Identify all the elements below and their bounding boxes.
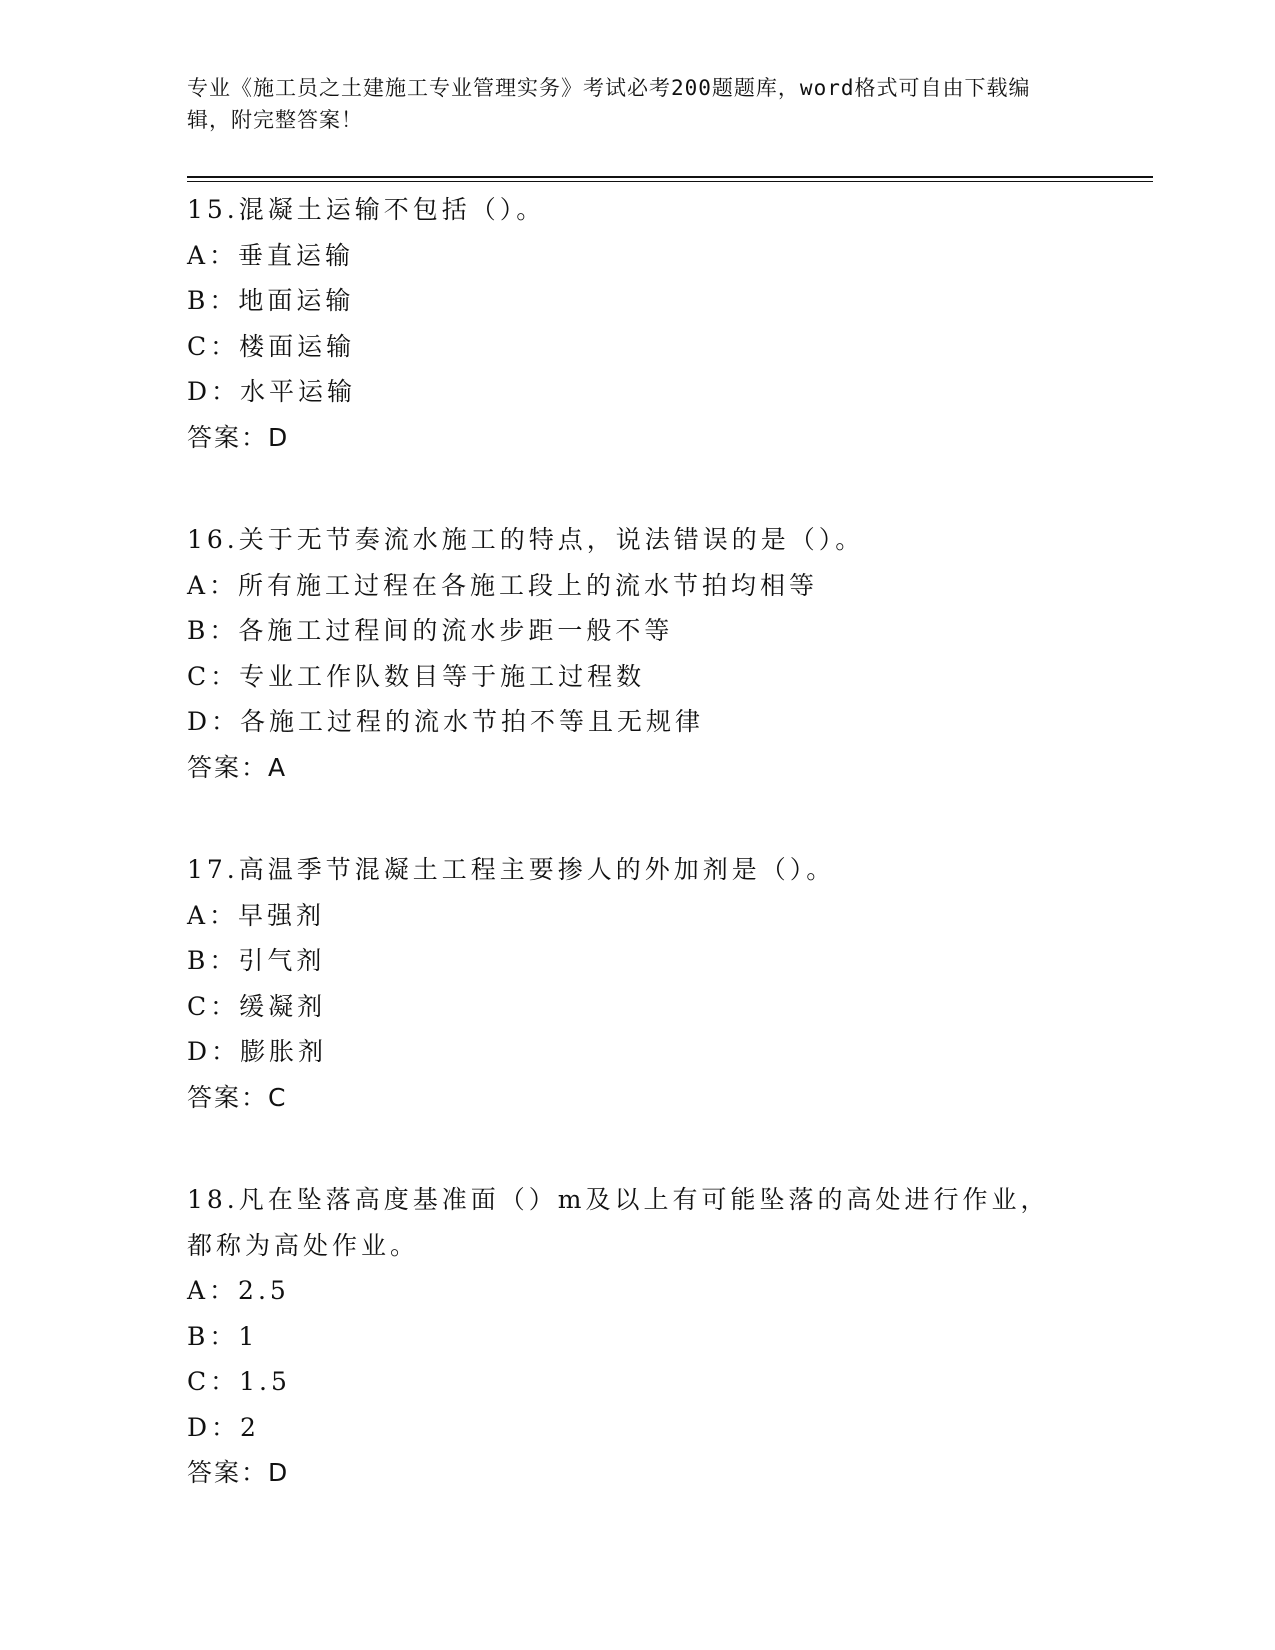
option-b: B：地面运输 xyxy=(187,286,355,315)
option-a: A：垂直运输 xyxy=(187,240,355,270)
option-c: C：专业工作队数目等于施工过程数 xyxy=(187,661,646,691)
option-a: A：2.5 xyxy=(187,1276,290,1305)
option-d: D：膨胀剂 xyxy=(187,1037,328,1066)
option-d: D：水平运输 xyxy=(187,377,357,406)
option-b: B：1 xyxy=(187,1321,259,1351)
option-c: C：楼面运输 xyxy=(187,331,356,361)
answer-line: 答案：D xyxy=(187,1458,290,1487)
option-b: B：各施工过程间的流水步距一般不等 xyxy=(187,616,674,645)
question-18 xyxy=(187,1177,1087,1496)
option-a: A：早强剂 xyxy=(187,900,326,930)
option-d: D：2 xyxy=(187,1412,260,1442)
option-b: B：引气剂 xyxy=(187,946,326,975)
question-stem: 16.关于无节奏流水施工的特点，说法错误的是（）。 xyxy=(187,525,865,554)
option-c: C：1.5 xyxy=(187,1367,291,1396)
question-16 xyxy=(187,517,1087,790)
question-stem: 18.凡在坠落高度基准面（）m及以上有可能坠落的高处进行作业，都称为高处作业。 xyxy=(187,1185,1050,1260)
question-stem: 17.高温季节混凝土工程主要掺人的外加剂是（）。 xyxy=(187,855,836,884)
question-15 xyxy=(187,187,1087,460)
header-divider-thick xyxy=(187,176,1153,178)
answer-line: 答案：A xyxy=(187,752,288,782)
option-d: D：各施工过程的流水节拍不等且无规律 xyxy=(187,707,705,736)
answer-line: 答案：C xyxy=(187,1082,288,1112)
option-c: C：缓凝剂 xyxy=(187,991,327,1021)
header-divider-thin xyxy=(187,181,1153,182)
option-a: A：所有施工过程在各施工段上的流水节拍均相等 xyxy=(187,570,819,600)
question-list xyxy=(187,187,1087,1553)
question-17 xyxy=(187,847,1087,1120)
question-stem: 15.混凝土运输不包括（）。 xyxy=(187,195,546,224)
answer-line: 答案：D xyxy=(187,422,290,452)
document-header: 专业《施工员之土建施工专业管理实务》考试必考200题题库，word格式可自由下载编辑，附完整答案！ xyxy=(187,76,1031,132)
